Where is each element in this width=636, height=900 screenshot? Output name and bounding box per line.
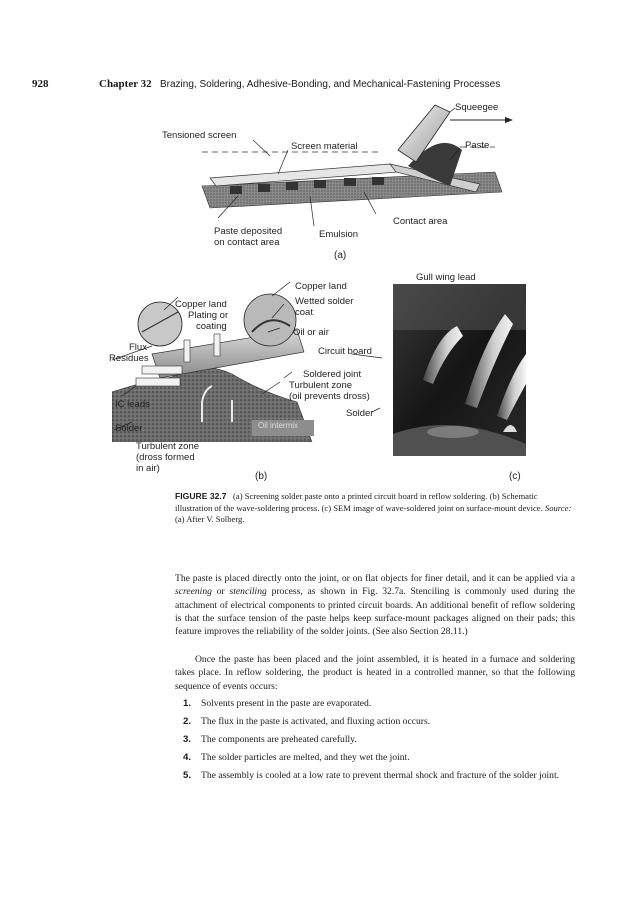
label-plating: Plating or coating: [188, 310, 229, 332]
label-flux-residues: Flux Residues: [109, 342, 149, 364]
list-item: 1. Solvents present in the paste are evaporated.: [183, 698, 372, 709]
label-emulsion: Emulsion: [319, 229, 359, 240]
panel-label-c: (c): [509, 471, 521, 482]
list-item: 3. The components are preheated carefully.: [183, 734, 357, 745]
label-squeegee: Squeegee: [455, 102, 499, 113]
caption-source-text: (a) After V. Solberg.: [175, 514, 245, 524]
term-stenciling: stenciling: [229, 586, 267, 598]
chapter-title: Brazing, Soldering, Adhesive-Bonding, and Mechanical-Fastening Processes: [160, 79, 501, 90]
chapter-label: Chapter 32: [99, 78, 152, 90]
label-soldered-joint: Soldered joint: [303, 369, 362, 380]
term-screening: screening: [175, 586, 212, 598]
label-screen-material: Screen material: [291, 141, 358, 152]
label-turbulent-zone-oil: Turbulent zone (oil prevents dross): [289, 380, 370, 402]
label-wetted-solder: Wetted solder coat: [295, 296, 354, 318]
sem-image: [393, 284, 526, 456]
list-item: 4. The solder particles are melted, and they wet the joint.: [183, 752, 410, 763]
label-solder-right: Solder: [346, 408, 374, 419]
label-gull-wing-lead: Gull wing lead: [416, 272, 476, 283]
label-paste: Paste: [465, 140, 490, 151]
list-item: 2. The flux in the paste is activated, and fluxing action occurs.: [183, 716, 431, 727]
label-paste-deposited: Paste deposited on contact area: [214, 226, 283, 248]
label-contact-area: Contact area: [393, 216, 448, 227]
label-turbulent-zone-dross: Turbulent zone (dross formed in air): [136, 441, 200, 474]
label-tensioned-screen: Tensioned screen: [162, 130, 237, 141]
label-oil-intermix: Oil intermix: [258, 421, 299, 430]
panel-label-b: (b): [255, 471, 268, 482]
caption-text: (a) Screening solder paste onto a printed circuit board in reflow soldering. (b) Schematic illustration of the wave-soldering process. (c) SEM image of wave-soldered joint on surface-mount device.: [175, 491, 543, 513]
label-oil-or-air: Oil or air: [293, 327, 329, 338]
label-copper-land-top: Copper land: [295, 281, 347, 292]
label-solder-left: Solder: [115, 423, 143, 434]
label-copper-land-left: Copper land: [175, 299, 227, 310]
label-ic-leads: IC leads: [115, 399, 150, 410]
panel-label-a: (a): [334, 250, 347, 261]
figure-caption: [175, 491, 575, 526]
label-circuit-board: Circuit board: [318, 346, 372, 357]
page-number: 928: [32, 78, 49, 90]
body-paragraph-2: Once the paste has been placed and the joint assembled, it is heated in a furnace and soldering takes place. In reflow soldering, the product is heated in a controlled manner, so that the following sequence of events occurs:: [175, 654, 575, 692]
list-item: 5. The assembly is cooled at a low rate to prevent thermal shock and fracture of the solder joint.: [183, 770, 560, 781]
figure-id: FIGURE 32.7: [175, 491, 227, 501]
body-paragraph-1: The paste is placed directly onto the joint, or on flat objects for finer detail, and it can be applied via a screening or stenciling process, as shown in Fig. 32.7a. Stenciling is commonly used during the attachment of electrical components to printed circuit boards. An additional benefit of reflow soldering is that the surface tension of the paste helps keep surface-mount packages aligned on their pads; this feature improves the reliability of the solder joints. (See also Section 28.11.): [175, 573, 575, 638]
reflow-steps-list: [175, 697, 575, 787]
caption-source-label: Source:: [544, 502, 572, 513]
